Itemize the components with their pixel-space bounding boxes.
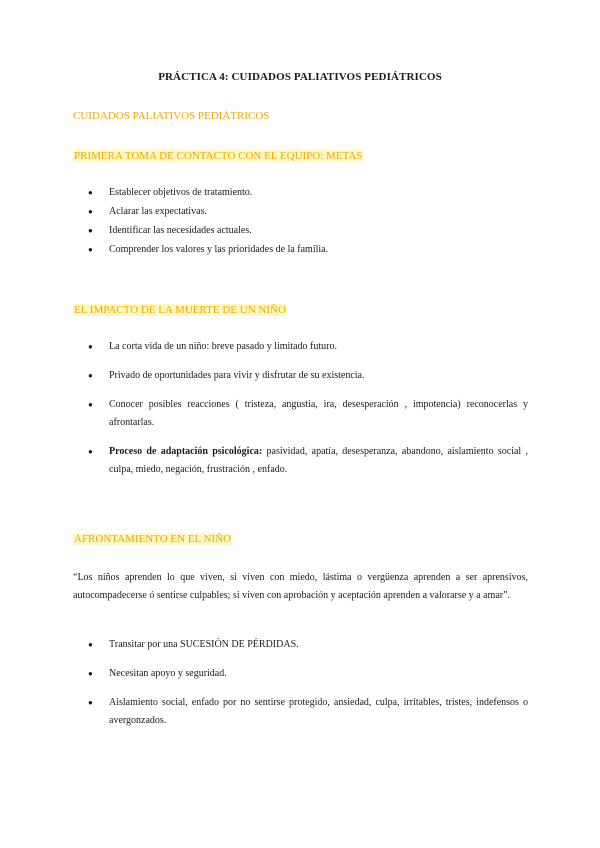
list-item: ● Aislamiento social, enfado por no sentirse protegido, ansiedad, culpa, irritables, tristes, indefensos o avergonzados. xyxy=(86,694,528,730)
list-item: ● Conocer posibles reacciones ( tristeza, angustia, ira, desesperación , impotencia) reconocerlas y afrontarlas. xyxy=(86,396,528,432)
metas-list xyxy=(86,184,528,260)
list-item: ● Transitar por una SUCESIÓN DE PÉRDIDAS. xyxy=(86,636,528,654)
quote-paragraph: “Los niños aprenden lo que viven, si viven con miedo, lástima o vergüenza aprenden a ser aprensivos, autocompadecerse ó sentirse culpables; si viven con aprobación y aceptación aprenden a valorarse y a amar”. xyxy=(73,572,528,601)
list-item xyxy=(86,443,528,479)
list-item: ● Necesitan apoyo y seguridad. xyxy=(86,665,528,683)
afrontamiento-list xyxy=(86,636,528,741)
list-item: ● La corta vida de un niño: breve pasado y limitado futuro. xyxy=(86,338,528,356)
section-heading-afrontamiento: AFRONTAMIENTO EN EL NIÑO xyxy=(74,533,232,545)
list-item: ● Privado de oportunidades para vivir y disfrutar de su existencia. xyxy=(86,367,528,385)
document-subtitle: CUIDADOS PALIATIVOS PEDIÁTRICOS xyxy=(73,110,270,122)
bold-label: Proceso de adaptación psicológica: xyxy=(109,446,263,457)
page-title: PRÁCTICA 4: CUIDADOS PALIATIVOS PEDIÁTRICOS xyxy=(158,71,442,83)
list-item: ● Establecer objetivos de tratamiento. xyxy=(86,184,528,202)
list-item-text: pasividad, apatía, desesperanza, abandono, aislamiento social , culpa, miedo, negación, frustración , enfado. xyxy=(109,446,528,475)
list-item: ● Aclarar las expectativas. xyxy=(86,203,528,221)
section-heading-impacto: EL IMPACTO DE LA MUERTE DE UN NIÑO xyxy=(74,304,286,316)
impacto-list xyxy=(86,338,528,490)
section-heading-metas: PRIMERA TOMA DE CONTACTO CON EL EQUIPO: METAS xyxy=(74,150,363,162)
list-item: ● Comprender los valores y las prioridades de la familia. xyxy=(86,241,528,259)
list-item: ● Identificar las necesidades actuales. xyxy=(86,222,528,240)
